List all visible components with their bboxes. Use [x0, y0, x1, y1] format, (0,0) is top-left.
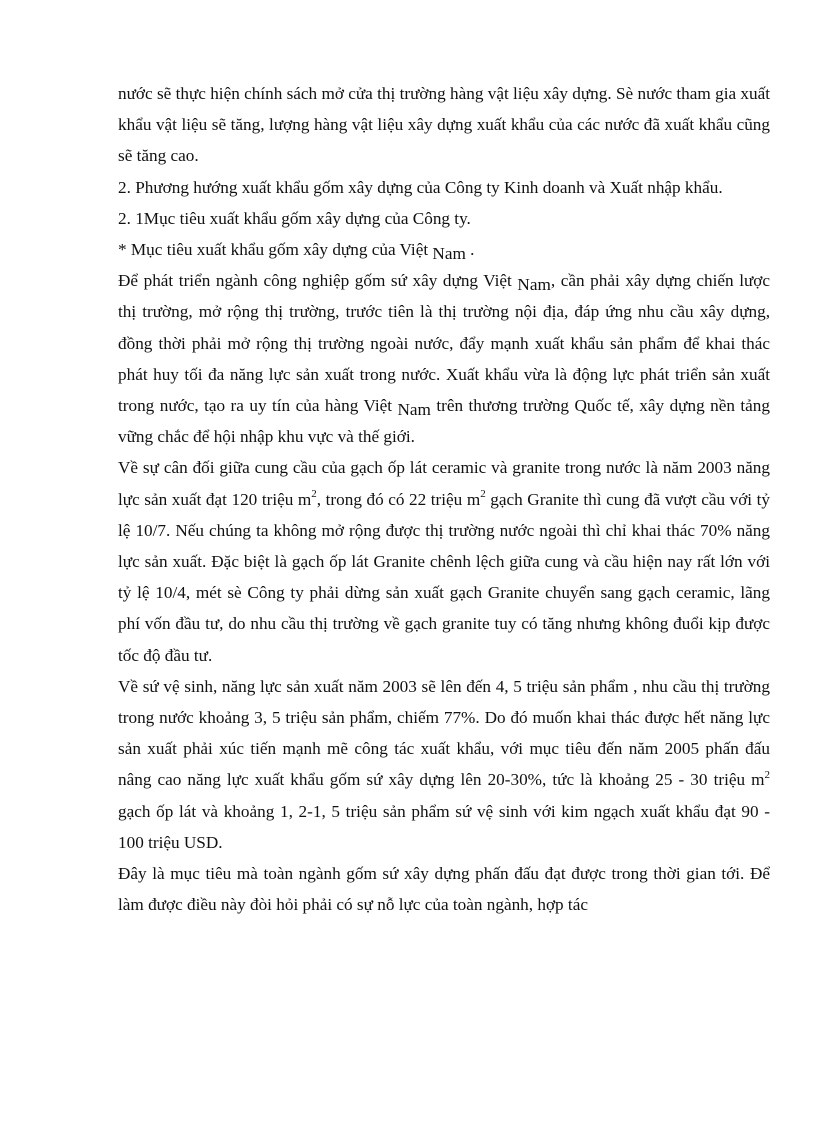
paragraph-strategy-b: , cần phải xây dựng chiến lược thị trường, mở rộng thị trường, trước tiên là thị trường nội địa, đáp ứng nhu cầu xây dựng, đồng thời phải mở rộng thị trường ngoài nước, đẩy mạnh xuất khẩu sản phẩm để khai thác phát huy tối đa năng lực sản xuất trong nước. Xuất khẩu vừa là động lực phát triển sản xuất trong nước, tạo ra uy tín của hàng Việt	[118, 271, 770, 416]
superscript-2: 2	[311, 487, 317, 500]
bullet-heading	[118, 234, 770, 265]
section-heading-2-1: 2. 1Mục tiêu xuất khẩu gốm xây dựng của Công ty.	[118, 208, 471, 228]
document-page	[118, 78, 770, 920]
paragraph-goal: Đây là mục tiêu mà toàn ngành gốm sứ xây dựng phấn đấu đạt được trong thời gian tới. Để làm được điều này đòi hỏi phải có sự nỗ lực của toàn ngành, hợp tác	[118, 864, 770, 915]
paragraph-supply-demand-a: Về sự cân đối giữa cung cầu của gạch ốp lát ceramic và granite trong nước là năm 2003 năng lực sản xuất đạt 120 triệu m	[118, 458, 770, 509]
bullet-heading-nam: Nam	[432, 244, 466, 264]
superscript-2: 2	[480, 487, 486, 500]
bullet-heading-text: * Mục tiêu xuất khẩu gốm xây dựng của Việt	[118, 240, 433, 260]
paragraph-strategy-c: trên thương trường Quốc tế, xây dựng nền tảng vững chắc để hội nhập khu vực và thế giới.	[118, 396, 770, 447]
paragraph-sanitary	[118, 671, 770, 858]
superscript-2: 2	[764, 768, 770, 781]
bullet-heading-end: .	[465, 240, 475, 260]
paragraph-supply-demand-b: , trong đó có 22 triệu m	[316, 489, 481, 509]
paragraph-strategy-nam-2: Nam	[397, 400, 431, 420]
paragraph-supply-demand-c: gạch Granite thì cung đã vượt cầu với tỷ lệ 10/7. Nếu chúng ta không mở rộng được thị trường nước ngoài thì chỉ khai thác 70% năng lực sản xuất. Đặc biệt là gạch ốp lát Granite chênh lệch giữa cung và cầu hiện nay rất lớn với tỷ lệ 10/4, mét sè Công ty phải dừng sản xuất gạch Granite chuyển sang gạch ceramic, lãng phí vốn đầu tư, do nhu cầu thị trường về gạch granite tuy có tăng nhưng không đuổi kịp được tốc độ đầu tư.	[118, 489, 770, 665]
paragraph-supply-demand	[118, 452, 770, 670]
paragraph-strategy	[118, 265, 770, 452]
paragraph-strategy-a: Để phát triển ngành công nghiệp gốm sứ xây dựng Việt	[118, 271, 518, 291]
paragraph-sanitary-b: gạch ốp lát và khoảng 1, 2-1, 5 triệu sản phẩm sứ vệ sinh với kim ngạch xuất khẩu đạt 90 - 100 triệu USD.	[118, 801, 770, 852]
paragraph-opening: nước sẽ thực hiện chính sách mở cửa thị trường hàng vật liệu xây dựng. Sè nước tham gia xuất khẩu vật liệu sẽ tăng, lượng hàng vật liệu xây dựng xuất khẩu của các nước đã xuất khẩu cũng sẽ tăng cao.	[118, 84, 770, 166]
paragraph-sanitary-a: Về sứ vệ sinh, năng lực sản xuất năm 2003 sẽ lên đến 4, 5 triệu sản phẩm , nhu cầu thị trường trong nước khoảng 3, 5 triệu sản phẩm, chiếm 77%. Do đó muốn khai thác được hết năng lực sản xuất phải xúc tiến mạnh mẽ công tác xuất khẩu, với mục tiêu đến năm 2005 phấn đấu nâng cao năng lực xuất khẩu gốm sứ xây dựng lên 20-30%, tức là khoảng 25 - 30 triệu m	[118, 676, 770, 790]
section-heading-2: 2. Phương hướng xuất khẩu gốm xây dựng của Công ty Kinh doanh và Xuất nhập khẩu.	[118, 177, 723, 197]
paragraph-strategy-nam-1: Nam	[517, 275, 551, 295]
